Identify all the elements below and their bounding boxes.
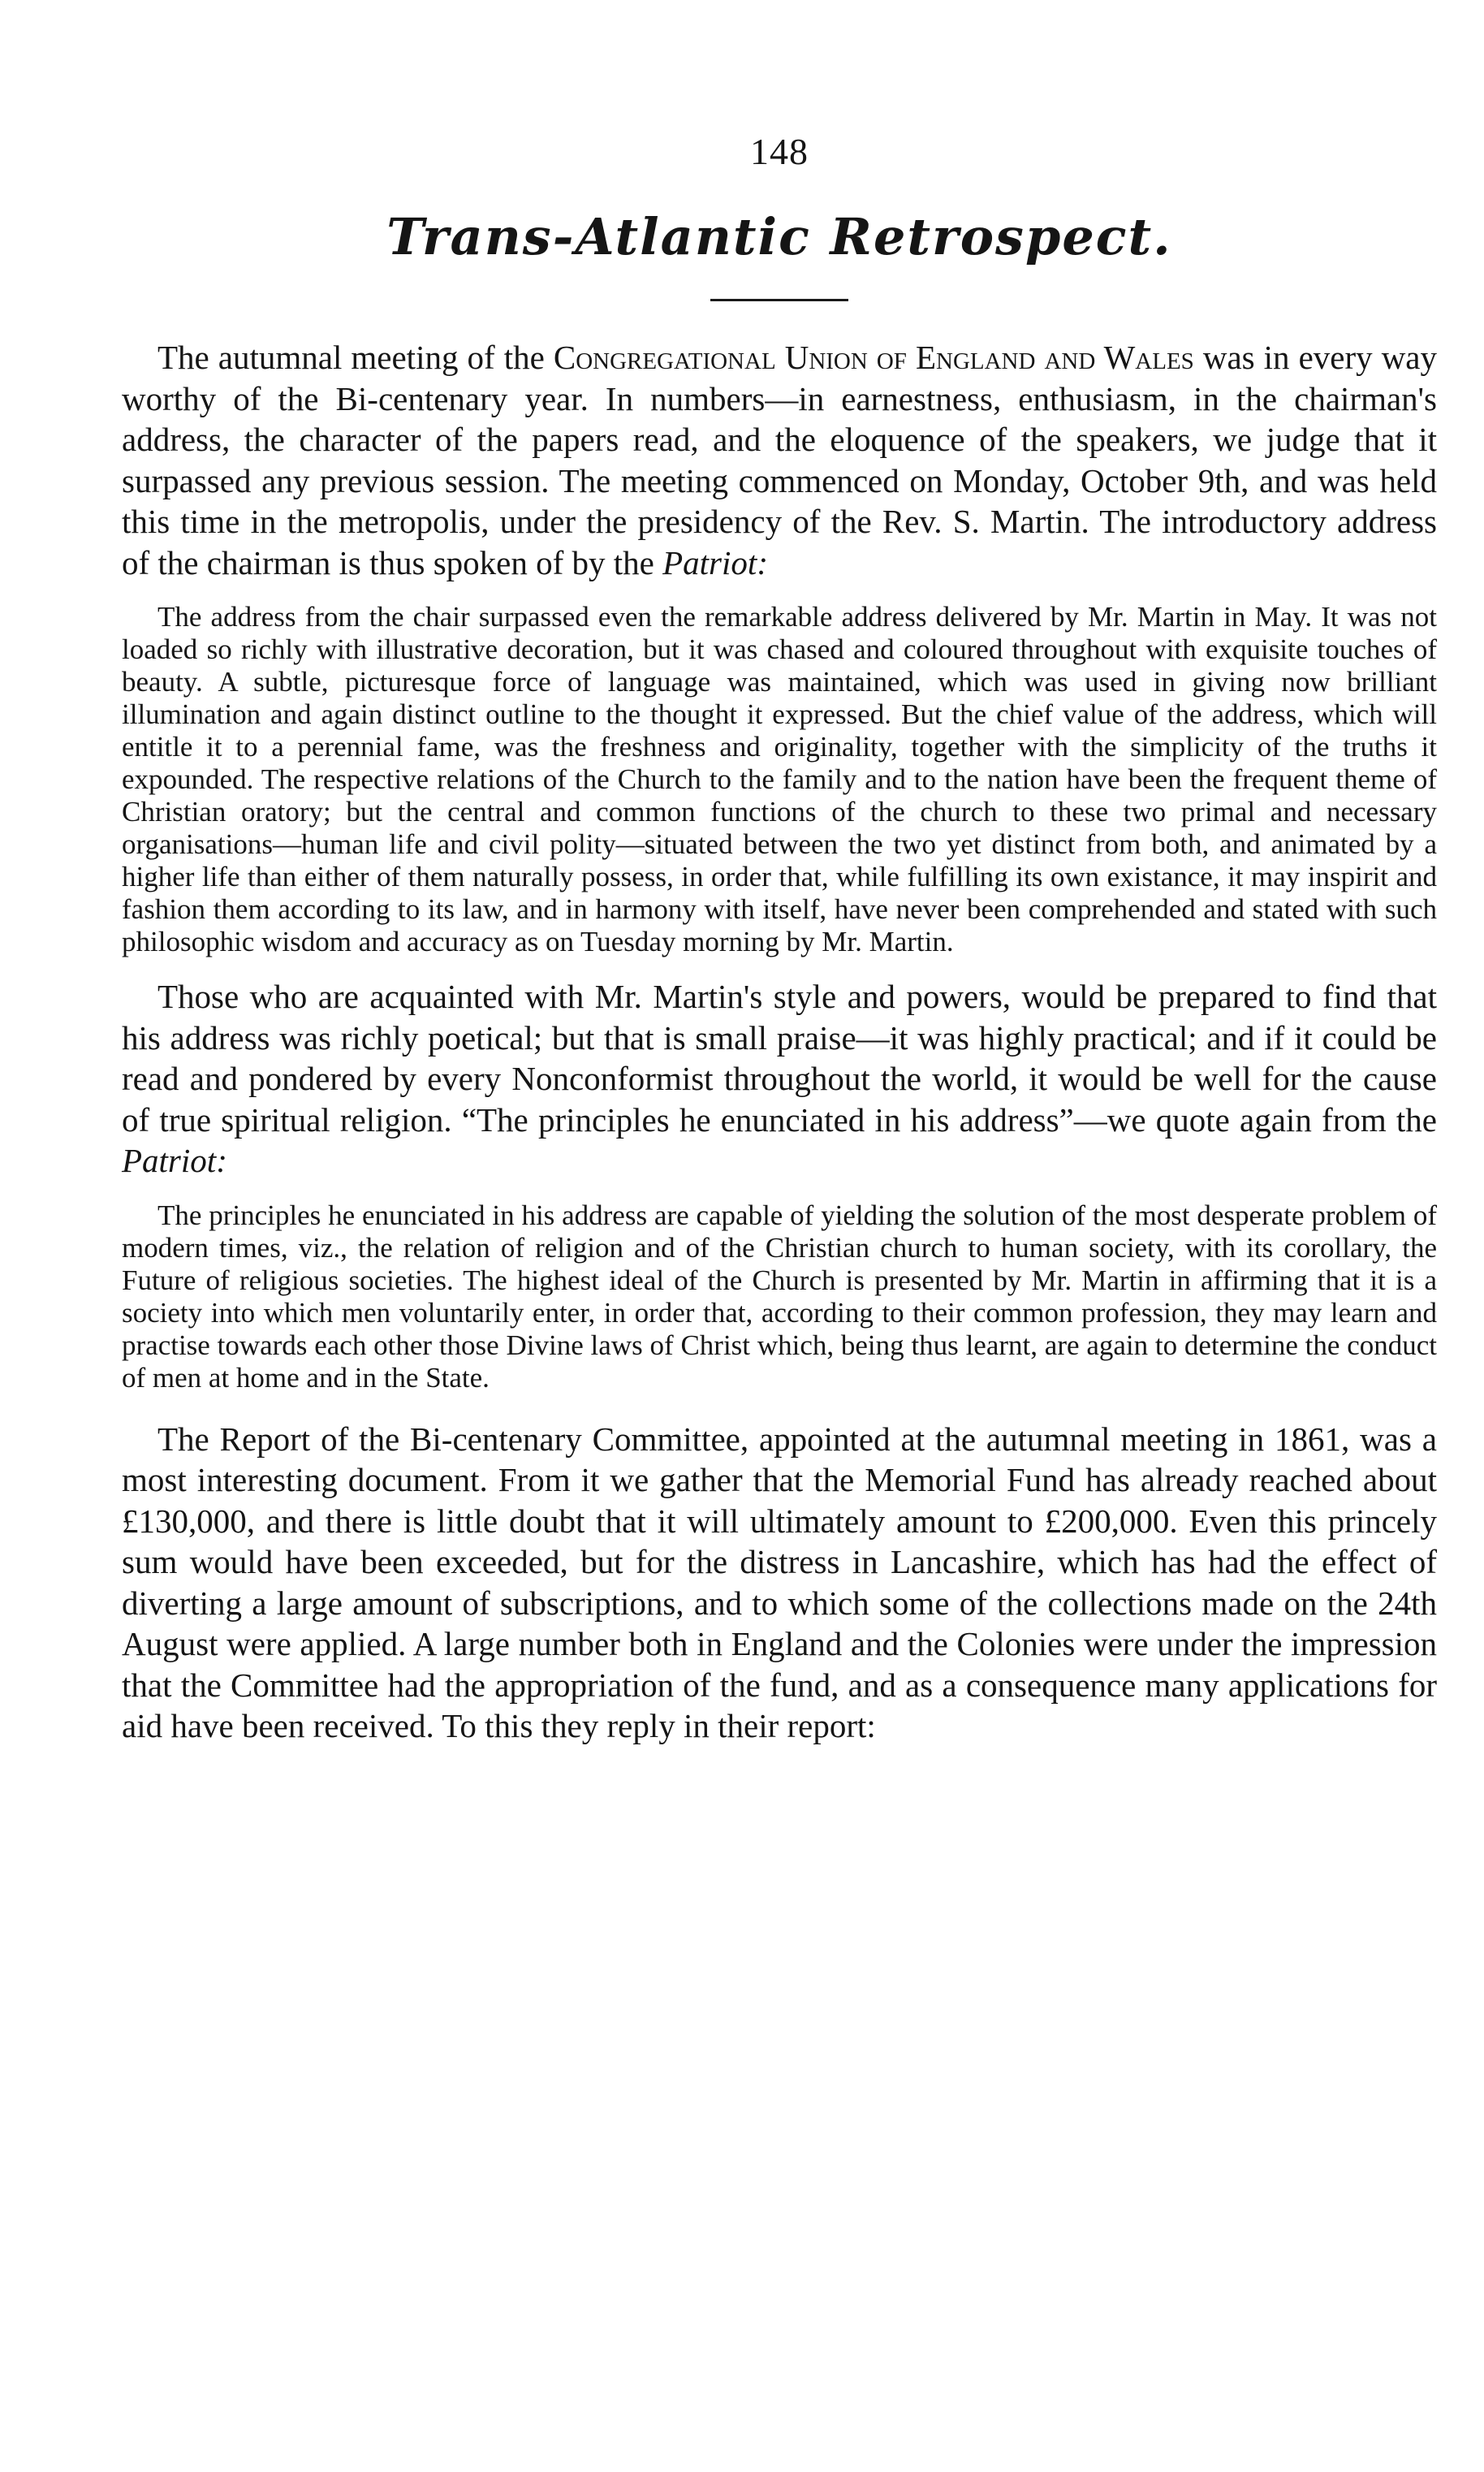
page-number: 148 <box>750 131 809 172</box>
block-quote-2: The principles he enunciated in his address are capable of yielding the solution of the most desperate problem of modern times, viz., the relation of religion and of the Christian church to human society, with its corollary, the Future of religious societies. The highest ideal of the Church is presented by Mr. Martin in affirming that it is a society into which men voluntarily enter, in order that, according to their common profession, they may learn and practise towards each other those Divine laws of Christ which, being thus learnt, are again to determine the conduct of men at home and in the State. <box>122 1199 1437 1394</box>
book-page <box>122 130 1437 1747</box>
paragraph-text: was in every way worthy of the Bi-centenary year. In numbers—in earnestness, enthusiasm, in the chairman's address, the character of the papers read, and the eloquence of the speakers, we judge that it surpassed any previous session. The meeting commenced on Monday, October 9th, and was held this time in the metropolis, under the presidency of the Rev. S. Martin. The introductory address of the chairman is thus spoken of by the <box>122 339 1437 581</box>
running-title: Trans-Atlantic Retrospect. <box>386 207 1172 266</box>
title-rule <box>710 299 848 301</box>
newspaper-title: Patriot <box>662 543 757 581</box>
organisation-name: Congregational Union of England and Wales <box>553 339 1194 376</box>
body-paragraph-3: The Report of the Bi-centenary Committee, appointed at the autumnal meeting in 1861, was a most interesting document. From it we gather that the Memorial Fund has already reached about £130,000, and there is little doubt that it will ultimately amount to £200,000. Even this princely sum would have been exceeded, but for the distress in Lancashire, which has had the effect of diverting a large amount of subscriptions, and to which some of the collections made on the 24th August were applied. A large number both in England and the Colonies were under the impression that the Committee had the appropriation of the fund, and as a consequence many applications for aid have been received. To this they reply in their report: <box>122 1420 1437 1744</box>
paragraph-text: Those who are acquainted with Mr. Martin's style and powers, would be prepared to find that his address was richly poetical; but that is small praise—it was highly practical; and if it could be read and pondered by every Nonconformist throughout the world, it would be well for the cause of true spiritual religion. “The principles he enunciated in his address”—we quote again from the <box>122 978 1437 1139</box>
block-quote-1: The address from the chair surpassed even the remarkable address delivered by Mr. Martin in May. It was not loaded so richly with illustrative decoration, but it was chased and coloured throughout with exquisite touches of beauty. A subtle, picturesque force of language was maintained, which was used in giving now brilliant illumination and again distinct outline to the thought it expressed. But the chief value of the address, which will entitle it to a perennial fame, was the freshness and originality, together with the simplicity of the truths it expounded. The respective relations of the Church to the family and to the nation have been the frequent theme of Christian oratory; but the central and common functions of the church to these two primal and necessary organisations—human life and civil polity—situated between the two yet distinct from both, and animated by a higher life than either of them naturally possess, in order that, while fulfilling its own existance, it may inspirit and fashion them according to its law, and in harmony with itself, have never been comprehended and stated with such philosophic wisdom and accuracy as on Tuesday morning by Mr. Martin. <box>122 601 1437 957</box>
body-paragraph-1 <box>122 337 1437 583</box>
body-paragraph-2 <box>122 976 1437 1182</box>
paragraph-punctuation: : <box>216 1142 227 1179</box>
newspaper-title: Patriot <box>122 1142 217 1179</box>
paragraph-punctuation: : <box>757 543 768 581</box>
paragraph-text: The autumnal meeting of the <box>157 339 554 376</box>
